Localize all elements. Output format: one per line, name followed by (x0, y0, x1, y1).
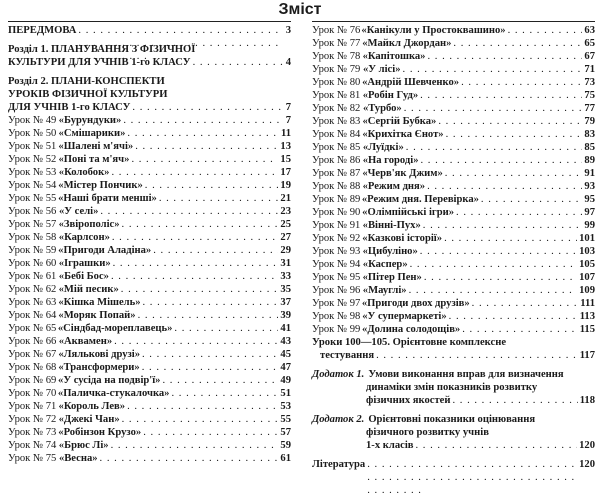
lesson-title: «Лялькові друзі» (58, 349, 140, 360)
toc-entry[interactable] (312, 206, 595, 219)
lesson-number: Урок № 74 (8, 440, 57, 451)
toc-entry[interactable] (312, 24, 595, 37)
page-number: 29 (280, 245, 291, 256)
leader-dots (452, 394, 577, 407)
lesson-number: Урок № 55 (8, 193, 57, 204)
toc-entry[interactable] (312, 258, 595, 271)
lesson-title: «У лісі» (362, 64, 401, 75)
page-number: 19 (280, 180, 291, 191)
page-number: 107 (579, 272, 595, 283)
lesson-number: Урок № 90 (312, 207, 361, 218)
toc-entry[interactable] (8, 348, 291, 361)
lesson-title: «Король Лев» (58, 401, 126, 412)
page-number: 47 (280, 362, 291, 373)
lesson-number: Урок № 80 (312, 77, 361, 88)
leader-dots (427, 180, 582, 193)
page-number: 43 (280, 336, 291, 347)
page-number: 83 (584, 129, 595, 140)
page-number: 15 (280, 154, 291, 165)
lesson-number: Урок № 89 (312, 194, 361, 205)
lesson-title: «У сусіда на подвір'ї» (58, 375, 161, 386)
leader-dots (421, 154, 583, 167)
leader-dots (472, 297, 579, 310)
page-number: 41 (280, 323, 291, 334)
toc-entry[interactable] (8, 335, 291, 348)
toc-entry[interactable] (8, 309, 291, 322)
page-number: 113 (579, 311, 595, 322)
leader-dots (162, 374, 278, 387)
toc-entry[interactable] (8, 179, 291, 192)
page-number: 61 (280, 453, 291, 464)
toc-entry[interactable] (312, 232, 595, 245)
page-number: 59 (280, 440, 291, 451)
page-number: 91 (584, 168, 595, 179)
lesson-number: Урок № 64 (8, 310, 57, 321)
page-number: 71 (584, 64, 595, 75)
toc-entry[interactable] (8, 231, 291, 244)
title-rule-right (312, 21, 595, 22)
lesson-number: Урок № 65 (8, 323, 57, 334)
toc-entry[interactable] (312, 323, 595, 336)
lesson-title: «Олімпійські ігри» (362, 207, 455, 218)
leader-dots (376, 349, 578, 362)
lesson-number: Урок № 70 (8, 388, 57, 399)
leader-dots (404, 102, 583, 115)
page-number: 99 (584, 220, 595, 231)
lesson-number: Урок № 54 (8, 180, 57, 191)
lesson-number: Урок № 82 (312, 103, 361, 114)
page-number: 103 (579, 246, 595, 257)
toc-section-2[interactable] (8, 75, 291, 114)
toc-entry[interactable] (312, 245, 595, 258)
lesson-title: «Долина солодощів» (362, 324, 461, 335)
leader-dots (121, 283, 279, 296)
lesson-title: «Паличка-стукалочка» (57, 388, 170, 399)
lesson-title: «Режим дня. Перевірка» (361, 194, 479, 205)
leader-dots (171, 387, 278, 400)
lesson-number: Урок № 71 (8, 401, 57, 412)
leader-dots (403, 63, 583, 76)
leader-dots (112, 231, 279, 244)
page-number: 21 (280, 193, 291, 204)
leader-dots (445, 167, 583, 180)
appendix-1-line: динаміки змін показників розвитку (366, 382, 538, 393)
leader-dots (143, 426, 278, 439)
leader-dots (127, 127, 279, 140)
page-number: 118 (579, 395, 595, 406)
page-number: 7 (285, 115, 291, 126)
lesson-title: «Сіндбад-мореплавець» (57, 323, 173, 334)
leader-dots (122, 413, 279, 426)
page-number: 51 (280, 388, 291, 399)
toc-entry[interactable] (312, 76, 595, 89)
lesson-title: «Крихітка Єнот» (362, 129, 444, 140)
lesson-number: Урок № 62 (8, 284, 57, 295)
lesson-title: «Колобок» (58, 167, 110, 178)
toc-entry[interactable] (312, 193, 595, 206)
leader-dots (508, 24, 583, 37)
lesson-title: «Містер Пончик» (58, 180, 143, 191)
toc-entry[interactable] (312, 102, 595, 115)
leader-dots (420, 245, 577, 258)
page-number: 120 (579, 459, 595, 470)
page-number: 93 (584, 181, 595, 192)
leader-dots (456, 206, 582, 219)
page-number: 33 (280, 271, 291, 282)
lesson-number: Урок № 51 (8, 141, 57, 152)
leader-dots (153, 244, 278, 257)
toc-entry[interactable] (8, 374, 291, 387)
lesson-number: Урок № 53 (8, 167, 57, 178)
lesson-number: Урок № 92 (312, 233, 361, 244)
lesson-title: «Канікули у Простоквашино» (361, 25, 506, 36)
lesson-title: «Моряк Попай» (58, 310, 136, 321)
appendix-2-line: фізичного розвитку учнів (366, 427, 489, 438)
leader-dots (444, 232, 577, 245)
page-number: 35 (280, 284, 291, 295)
lesson-number: Урок № 87 (312, 168, 361, 179)
lesson-number: Урок № 50 (8, 128, 57, 139)
toc-entry[interactable] (312, 154, 595, 167)
leader-dots (111, 439, 279, 452)
lesson-title: «Шалені м'ячі» (58, 141, 134, 152)
page-number: 11 (280, 128, 291, 139)
lesson-number: Урок № 63 (8, 297, 57, 308)
lesson-title: «Капітошка» (362, 51, 426, 62)
toc-right-column (312, 24, 595, 471)
appendix-2-line: Орієнтовні показники оцінювання (368, 414, 536, 425)
lesson-number: Урок № 68 (8, 362, 57, 373)
lesson-title: «Мій песик» (58, 284, 119, 295)
appendix-1-line: фізичних якостей (366, 395, 451, 406)
appendix-1-label: Додаток 1. (312, 369, 365, 380)
leader-dots (127, 400, 278, 413)
page-number: 3 (285, 25, 291, 36)
toc-entry[interactable] (8, 192, 291, 205)
appendix-1-line: Умови виконання вправ для визначення (368, 369, 564, 380)
section-1-line: КУЛЬТУРИ ДЛЯ УЧНІВ 1-го КЛАСУ (8, 57, 191, 68)
lesson-number: Урок № 57 (8, 219, 57, 230)
page-number: 49 (280, 375, 291, 386)
lesson-title: «Турбо» (362, 103, 402, 114)
toc-entry[interactable] (312, 219, 595, 232)
page-number: 27 (280, 232, 291, 243)
toc-entry[interactable] (8, 140, 291, 153)
toc-entry[interactable] (312, 37, 595, 50)
leader-dots (420, 89, 582, 102)
section-1-line: Розділ 1. ПЛАНУВАННЯ З ФІЗИЧНОЇ (8, 44, 196, 55)
lesson-title: «Вінні-Пух» (362, 220, 421, 231)
leader-dots (138, 309, 279, 322)
lesson-title: «Майкл Джордан» (362, 38, 452, 49)
lesson-title: «Звірополіс» (58, 219, 120, 230)
lesson-number: Урок № 79 (312, 64, 361, 75)
lesson-title: «У селі» (58, 206, 99, 217)
lesson-title: «Іграшки» (58, 258, 111, 269)
toc-entry[interactable] (8, 322, 291, 335)
lesson-title: «Режим дня» (362, 181, 426, 192)
page-title: Зміст (278, 1, 322, 18)
toc-entry[interactable] (8, 413, 291, 426)
lesson-number: Урок № 52 (8, 154, 57, 165)
leader-dots (111, 270, 278, 283)
leader-dots (427, 50, 582, 63)
lesson-title: «Сергій Бубка» (362, 116, 437, 127)
leader-dots (145, 179, 279, 192)
leader-dots (159, 192, 279, 205)
section-2-line: Розділ 2. ПЛАНИ-КОНСПЕКТИ (8, 76, 165, 87)
page-number: 105 (579, 259, 595, 270)
leader-dots (100, 205, 278, 218)
page-number: 4 (285, 57, 291, 68)
leader-dots (111, 166, 278, 179)
lesson-title: «Смішарики» (58, 128, 126, 139)
toc-entry[interactable] (8, 166, 291, 179)
title-rule-left (8, 21, 291, 22)
page-number: 79 (584, 116, 595, 127)
lesson-number: Урок № 95 (312, 272, 361, 283)
leader-dots (453, 37, 582, 50)
lesson-title: «Джекі Чан» (58, 414, 120, 425)
toc-entry[interactable] (8, 244, 291, 257)
toc-entry[interactable] (8, 270, 291, 283)
toc-entry[interactable] (8, 452, 291, 465)
assessment-line: тестування (320, 350, 375, 361)
page-number: 39 (280, 310, 291, 321)
page-number: 97 (584, 207, 595, 218)
lesson-number: Урок № 73 (8, 427, 57, 438)
lesson-title: «Робінзон Крузо» (58, 427, 142, 438)
lesson-number: Урок № 81 (312, 90, 361, 101)
toc-literature[interactable] (312, 458, 595, 471)
leader-dots (461, 76, 582, 89)
toc-entry[interactable] (312, 128, 595, 141)
page-number: 63 (584, 25, 595, 36)
preface-label: ПЕРЕДМОВА (8, 25, 77, 36)
lesson-number: Урок № 56 (8, 206, 57, 217)
lesson-title: «Мауглі» (362, 285, 407, 296)
lesson-title: «Цибуліно» (362, 246, 418, 257)
lesson-title: «На городі» (362, 155, 419, 166)
leader-dots (142, 348, 278, 361)
toc-entry[interactable] (8, 114, 291, 127)
lesson-number: Урок № 84 (312, 129, 361, 140)
page-number: 115 (579, 324, 595, 335)
toc-left-column (8, 24, 291, 465)
page-number: 67 (584, 51, 595, 62)
lesson-number: Урок № 96 (312, 285, 361, 296)
leader-dots (174, 322, 278, 335)
page-number: 117 (579, 350, 595, 361)
leader-dots (409, 284, 578, 297)
page-number: 25 (280, 219, 291, 230)
toc-entry[interactable] (8, 439, 291, 452)
toc-entry[interactable] (312, 89, 595, 102)
lesson-number: Урок № 78 (312, 51, 361, 62)
leader-dots (406, 141, 583, 154)
lesson-title: «Черв'як Джим» (362, 168, 443, 179)
page-number: 13 (280, 141, 291, 152)
leader-dots (424, 271, 577, 284)
toc-entry[interactable] (312, 50, 595, 63)
page-number: 53 (280, 401, 291, 412)
page-number: 95 (584, 194, 595, 205)
leader-dots (100, 452, 279, 465)
lesson-number: Урок № 91 (312, 220, 361, 231)
appendix-2-line: 1-х класів (366, 440, 414, 451)
toc-entry[interactable] (8, 361, 291, 374)
page-number: 45 (280, 349, 291, 360)
lesson-number: Урок № 72 (8, 414, 57, 425)
leader-dots (449, 310, 578, 323)
page-number: 65 (584, 38, 595, 49)
lesson-title: «Наші брати менші» (58, 193, 157, 204)
assessment-line: Уроки 100—105. Орієнтовне комплексне (312, 337, 507, 348)
lesson-title: «Бурундуки» (58, 115, 122, 126)
toc-entry[interactable] (8, 283, 291, 296)
leader-dots (423, 219, 583, 232)
toc-entry[interactable] (8, 257, 291, 270)
toc-entry[interactable] (8, 153, 291, 166)
lesson-title: «Казкові історії» (362, 233, 443, 244)
page-number: 101 (579, 233, 595, 244)
lesson-title: «Аквамен» (58, 336, 113, 347)
toc-assessment[interactable] (312, 336, 595, 362)
leader-dots (367, 458, 577, 497)
lesson-number: Урок № 61 (8, 271, 57, 282)
toc-entry[interactable] (8, 296, 291, 309)
lesson-number: Урок № 66 (8, 336, 57, 347)
lesson-title: «Каспер» (362, 259, 408, 270)
lesson-number: Урок № 60 (8, 258, 57, 269)
leader-dots (462, 323, 577, 336)
page-number: 55 (280, 414, 291, 425)
toc-entry[interactable] (312, 180, 595, 193)
page-number: 120 (579, 440, 595, 451)
lesson-title: «Трансформери» (58, 362, 140, 373)
lesson-title: «Весна» (58, 453, 98, 464)
toc-preface[interactable] (8, 24, 291, 37)
section-2-line: УРОКІВ ФІЗИЧНОЇ КУЛЬТУРИ (8, 89, 168, 100)
toc-entry[interactable] (312, 271, 595, 284)
lesson-number: Урок № 59 (8, 245, 57, 256)
lesson-number: Урок № 49 (8, 115, 57, 126)
leader-dots (122, 218, 279, 231)
page-number: 57 (280, 427, 291, 438)
leader-dots (142, 361, 279, 374)
page-number: 109 (579, 285, 595, 296)
lesson-number: Урок № 83 (312, 116, 361, 127)
leader-dots (446, 128, 583, 141)
lesson-number: Урок № 58 (8, 232, 57, 243)
lesson-number: Урок № 67 (8, 349, 57, 360)
leader-dots (123, 114, 283, 127)
page-number: 73 (584, 77, 595, 88)
lesson-number: Урок № 75 (8, 453, 57, 464)
lesson-title: «Бебі Бос» (58, 271, 109, 282)
lesson-number: Урок № 69 (8, 375, 57, 386)
appendix-2-label: Додаток 2. (312, 414, 365, 425)
leader-dots (415, 439, 577, 452)
leader-dots (113, 257, 279, 270)
toc-entry[interactable] (312, 297, 595, 310)
lesson-title: «У супермаркеті» (362, 311, 447, 322)
lesson-number: Урок № 77 (312, 38, 361, 49)
toc-entry[interactable] (312, 167, 595, 180)
lesson-number: Урок № 99 (312, 324, 361, 335)
literature-label: Література (312, 459, 366, 470)
lesson-number: Урок № 88 (312, 181, 361, 192)
leader-dots (438, 115, 582, 128)
toc-entry[interactable] (312, 284, 595, 297)
lesson-title: «Андрій Шевченко» (362, 77, 460, 88)
lesson-number: Урок № 76 (312, 25, 361, 36)
lesson-title: «Робін Гуд» (362, 90, 419, 101)
toc-appendix-1[interactable] (312, 368, 595, 407)
lesson-title: «Кішка Мішель» (58, 297, 141, 308)
leader-dots (114, 335, 278, 348)
toc-entry[interactable] (8, 205, 291, 218)
lesson-title: «Луїдкі» (362, 142, 404, 153)
page-number: 23 (280, 206, 291, 217)
toc-entry[interactable] (8, 127, 291, 140)
toc-entry[interactable] (8, 218, 291, 231)
lesson-number: Урок № 94 (312, 259, 361, 270)
left-lesson-list (8, 114, 291, 465)
leader-dots (135, 140, 278, 153)
lesson-title: «Карлсон» (58, 232, 110, 243)
lesson-number: Урок № 98 (312, 311, 361, 322)
page-number: 77 (584, 103, 595, 114)
leader-dots (193, 56, 284, 69)
lesson-title: «Поні та м'яч» (58, 154, 130, 165)
lesson-number: Урок № 97 (312, 298, 361, 309)
section-2-line: ДЛЯ УЧНІВ 1-го КЛАСУ (8, 102, 131, 113)
toc-entry[interactable] (8, 387, 291, 400)
lesson-number: Урок № 93 (312, 246, 361, 257)
page-number: 89 (584, 155, 595, 166)
page-number: 75 (584, 90, 595, 101)
page-number: 7 (285, 102, 291, 113)
lesson-title: «Пригоди Аладіна» (58, 245, 152, 256)
toc-entry[interactable] (312, 141, 595, 154)
leader-dots (143, 296, 279, 309)
toc-entry[interactable] (8, 400, 291, 413)
leader-dots (131, 153, 278, 166)
page-number: 111 (580, 298, 595, 309)
toc-entry[interactable] (312, 115, 595, 128)
toc-appendix-2[interactable] (312, 413, 595, 452)
right-lesson-list (312, 24, 595, 336)
leader-dots (132, 101, 283, 114)
lesson-title: «Пригоди двох друзів» (361, 298, 470, 309)
lesson-number: Урок № 85 (312, 142, 361, 153)
leader-dots (410, 258, 577, 271)
page-number: 17 (280, 167, 291, 178)
lesson-title: «Брюс Лі» (58, 440, 109, 451)
toc-entry[interactable] (312, 63, 595, 76)
page-number: 85 (584, 142, 595, 153)
page-number: 37 (280, 297, 291, 308)
lesson-title: «Пітер Пен» (362, 272, 422, 283)
lesson-number: Урок № 86 (312, 155, 361, 166)
toc-entry[interactable] (8, 426, 291, 439)
toc-entry[interactable] (312, 310, 595, 323)
page-number: 31 (280, 258, 291, 269)
leader-dots (481, 193, 582, 206)
